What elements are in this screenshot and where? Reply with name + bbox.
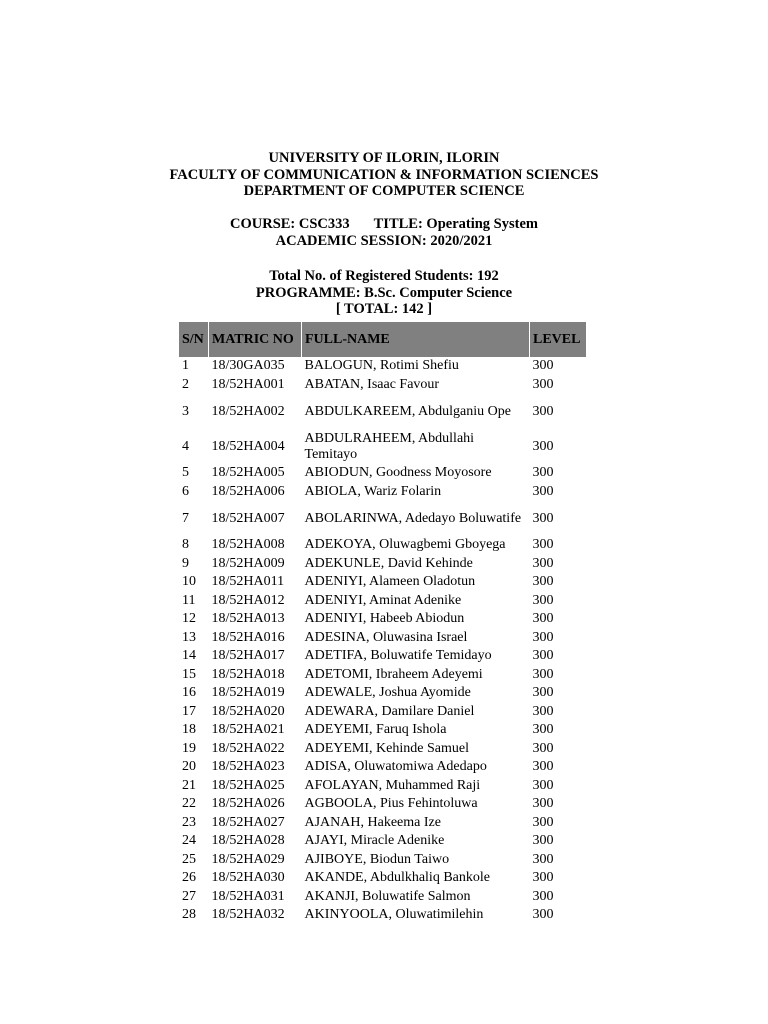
table-row <box>179 610 586 629</box>
sn-cell: 2 <box>182 376 189 392</box>
faculty-name: FACULTY OF COMMUNICATION & INFORMATION SCIENCES <box>169 166 599 183</box>
course-header <box>0 216 768 249</box>
name-cell: ADEYEMI, Kehinde Samuel <box>304 740 469 756</box>
level-cell: 300 <box>532 483 554 499</box>
sn-cell: 9 <box>182 555 189 571</box>
level-cell: 300 <box>532 555 554 571</box>
table-row <box>179 888 586 907</box>
name-cell: ADETIFA, Boluwatife Temidayo <box>304 648 492 664</box>
course-line <box>0 216 768 233</box>
matric-cell: 18/52HA006 <box>211 483 285 499</box>
sn-cell: 6 <box>182 483 189 499</box>
matric-cell: 18/52HA030 <box>211 870 285 886</box>
table-row <box>179 666 586 685</box>
matric-cell: 18/52HA022 <box>211 740 285 756</box>
course-code: COURSE: CSC333 <box>230 216 350 232</box>
table-row <box>179 740 586 759</box>
name-cell: ADEYEMI, Faruq Ishola <box>304 722 447 738</box>
name-cell: ADEWARA, Damilare Daniel <box>304 703 475 719</box>
name-cell: AGBOOLA, Pius Fehintoluwa <box>304 796 478 812</box>
level-cell: 300 <box>532 537 554 553</box>
matric-cell: 18/52HA013 <box>211 611 285 627</box>
sn-cell: 7 <box>182 510 189 526</box>
level-cell: 300 <box>532 403 554 419</box>
matric-cell: 18/52HA018 <box>211 666 285 682</box>
table-row <box>179 721 586 740</box>
table-row <box>179 592 586 611</box>
level-cell: 300 <box>532 611 554 627</box>
name-cell: ADISA, Oluwatomiwa Adedapo <box>304 759 487 775</box>
level-cell: 300 <box>532 740 554 756</box>
sn-cell: 19 <box>182 740 196 756</box>
table-row <box>179 483 586 502</box>
matric-cell: 18/52HA011 <box>211 574 285 590</box>
sn-cell: 5 <box>182 465 189 481</box>
name-cell: ABATAN, Isaac Favour <box>304 376 440 392</box>
programme-name: PROGRAMME: B.Sc. Computer Science <box>255 284 513 301</box>
table-row <box>179 906 586 925</box>
sn-cell: 24 <box>182 833 196 849</box>
table-row <box>179 501 586 536</box>
level-cell: 300 <box>532 685 554 701</box>
table-row <box>179 629 586 648</box>
table-row <box>179 555 586 574</box>
level-cell: 300 <box>532 814 554 830</box>
table-row <box>179 464 586 483</box>
table-row <box>179 573 586 592</box>
name-cell: ABIODUN, Goodness Moyosore <box>304 465 492 481</box>
programme-total: [ TOTAL: 142 ] <box>335 301 433 317</box>
level-cell: 300 <box>532 666 554 682</box>
student-table <box>179 322 586 925</box>
name-cell: AKANDE, Abdulkhaliq Bankole <box>304 870 490 886</box>
sn-cell: 23 <box>182 814 196 830</box>
matric-cell: 18/52HA019 <box>211 685 285 701</box>
matric-cell: 18/52HA026 <box>211 796 285 812</box>
level-cell: 300 <box>532 648 554 664</box>
matric-cell: 18/52HA020 <box>211 703 285 719</box>
matric-cell: 18/52HA032 <box>211 907 285 923</box>
table-row <box>179 869 586 888</box>
name-cell: AJIBOYE, Biodun Taiwo <box>304 851 450 867</box>
name-cell: ADESINA, Oluwasina Israel <box>304 629 468 645</box>
matric-cell: 18/52HA012 <box>211 592 285 608</box>
name-cell: ADETOMI, Ibraheem Adeyemi <box>304 666 483 682</box>
level-cell: 300 <box>532 629 554 645</box>
table-row <box>179 758 586 777</box>
name-cell: ABOLARINWA, Adedayo Boluwatife <box>304 510 522 526</box>
sn-cell: 26 <box>182 870 196 886</box>
department-name: DEPARTMENT OF COMPUTER SCIENCE <box>243 183 525 199</box>
level-cell: 300 <box>532 465 554 481</box>
matric-cell: 18/52HA001 <box>211 376 285 392</box>
sn-cell: 10 <box>182 574 196 590</box>
level-cell: 300 <box>532 907 554 923</box>
level-cell: 300 <box>532 777 554 793</box>
level-cell: 300 <box>532 574 554 590</box>
name-cell: ADENIYI, Aminat Adenike <box>304 592 462 608</box>
level-cell: 300 <box>532 722 554 738</box>
level-cell: 300 <box>532 376 554 392</box>
table-header-row <box>179 322 586 357</box>
name-cell: AFOLAYAN, Muhammed Raji <box>304 777 481 793</box>
table-row <box>179 814 586 833</box>
sn-cell: 13 <box>182 629 196 645</box>
table-row <box>179 703 586 722</box>
sn-cell: 4 <box>182 438 189 454</box>
matric-cell: 18/52HA002 <box>211 403 285 419</box>
level-cell: 300 <box>532 358 554 374</box>
table-row <box>179 777 586 796</box>
matric-cell: 18/52HA007 <box>211 510 285 526</box>
level-cell: 300 <box>532 796 554 812</box>
column-header-matric: MATRIC NO <box>209 322 302 357</box>
table-row <box>179 832 586 851</box>
name-cell: ADENIYI, Habeeb Abiodun <box>304 611 465 627</box>
programme-header <box>0 268 768 318</box>
name-cell: ABDULRAHEEM, Abdullahi Temitayo <box>304 430 475 462</box>
sn-cell: 18 <box>182 722 196 738</box>
sn-cell: 15 <box>182 666 196 682</box>
matric-cell: 18/52HA023 <box>211 759 285 775</box>
matric-cell: 18/52HA025 <box>211 777 285 793</box>
name-cell: AJANAH, Hakeema Ize <box>304 814 441 830</box>
total-registered: Total No. of Registered Students: 192 <box>269 268 499 284</box>
matric-cell: 18/52HA021 <box>211 722 285 738</box>
matric-cell: 18/52HA028 <box>211 833 285 849</box>
level-cell: 300 <box>532 703 554 719</box>
name-cell: AKINYOOLA, Oluwatimilehin <box>304 907 484 923</box>
sn-cell: 12 <box>182 611 196 627</box>
matric-cell: 18/52HA031 <box>211 888 285 904</box>
matric-cell: 18/52HA004 <box>211 438 285 454</box>
table-row <box>179 647 586 666</box>
name-cell: ADEKUNLE, David Kehinde <box>304 555 473 571</box>
level-cell: 300 <box>532 592 554 608</box>
sn-cell: 3 <box>182 403 189 419</box>
level-cell: 300 <box>532 438 554 454</box>
level-cell: 300 <box>532 888 554 904</box>
name-cell: AJAYI, Miracle Adenike <box>304 833 445 849</box>
sn-cell: 16 <box>182 685 196 701</box>
table-row <box>179 357 586 376</box>
matric-cell: 18/52HA005 <box>211 465 285 481</box>
matric-cell: 18/52HA029 <box>211 851 285 867</box>
sn-cell: 25 <box>182 851 196 867</box>
table-row <box>179 429 586 464</box>
university-name: UNIVERSITY OF ILORIN, ILORIN <box>268 150 500 166</box>
table-row <box>179 376 586 395</box>
matric-cell: 18/52HA016 <box>211 629 285 645</box>
sn-cell: 1 <box>182 358 189 374</box>
level-cell: 300 <box>532 870 554 886</box>
matric-cell: 18/52HA017 <box>211 648 285 664</box>
sn-cell: 14 <box>182 648 196 664</box>
sn-cell: 8 <box>182 537 189 553</box>
level-cell: 300 <box>532 833 554 849</box>
table-row <box>179 851 586 870</box>
name-cell: ADEKOYA, Oluwagbemi Gboyega <box>304 537 506 553</box>
name-cell: BALOGUN, Rotimi Shefiu <box>304 358 459 374</box>
level-cell: 300 <box>532 759 554 775</box>
matric-cell: 18/30GA035 <box>211 358 285 374</box>
name-cell: ABDULKAREEM, Abdulganiu Ope <box>304 403 511 419</box>
column-header-level: LEVEL <box>530 322 587 357</box>
name-cell: AKANJI, Boluwatife Salmon <box>304 888 471 904</box>
level-cell: 300 <box>532 510 554 526</box>
sn-cell: 22 <box>182 796 196 812</box>
course-title: TITLE: Operating System <box>373 216 538 232</box>
name-cell: ADEWALE, Joshua Ayomide <box>304 685 471 701</box>
sn-cell: 17 <box>182 703 196 719</box>
table-row <box>179 795 586 814</box>
sn-cell: 27 <box>182 888 196 904</box>
level-cell: 300 <box>532 851 554 867</box>
name-cell: ABIOLA, Wariz Folarin <box>304 483 442 499</box>
matric-cell: 18/52HA009 <box>211 555 285 571</box>
sn-cell: 21 <box>182 777 196 793</box>
table-row <box>179 394 586 429</box>
name-cell: ADENIYI, Alameen Oladotun <box>304 574 476 590</box>
table-row <box>179 684 586 703</box>
sn-cell: 11 <box>182 592 196 608</box>
institution-header <box>0 150 768 200</box>
matric-cell: 18/52HA027 <box>211 814 285 830</box>
sn-cell: 20 <box>182 759 196 775</box>
matric-cell: 18/52HA008 <box>211 537 285 553</box>
column-header-sn: S/N <box>179 322 209 357</box>
column-header-name: FULL-NAME <box>302 322 530 357</box>
sn-cell: 28 <box>182 907 196 923</box>
academic-session: ACADEMIC SESSION: 2020/2021 <box>275 232 493 249</box>
table-row <box>179 536 586 555</box>
